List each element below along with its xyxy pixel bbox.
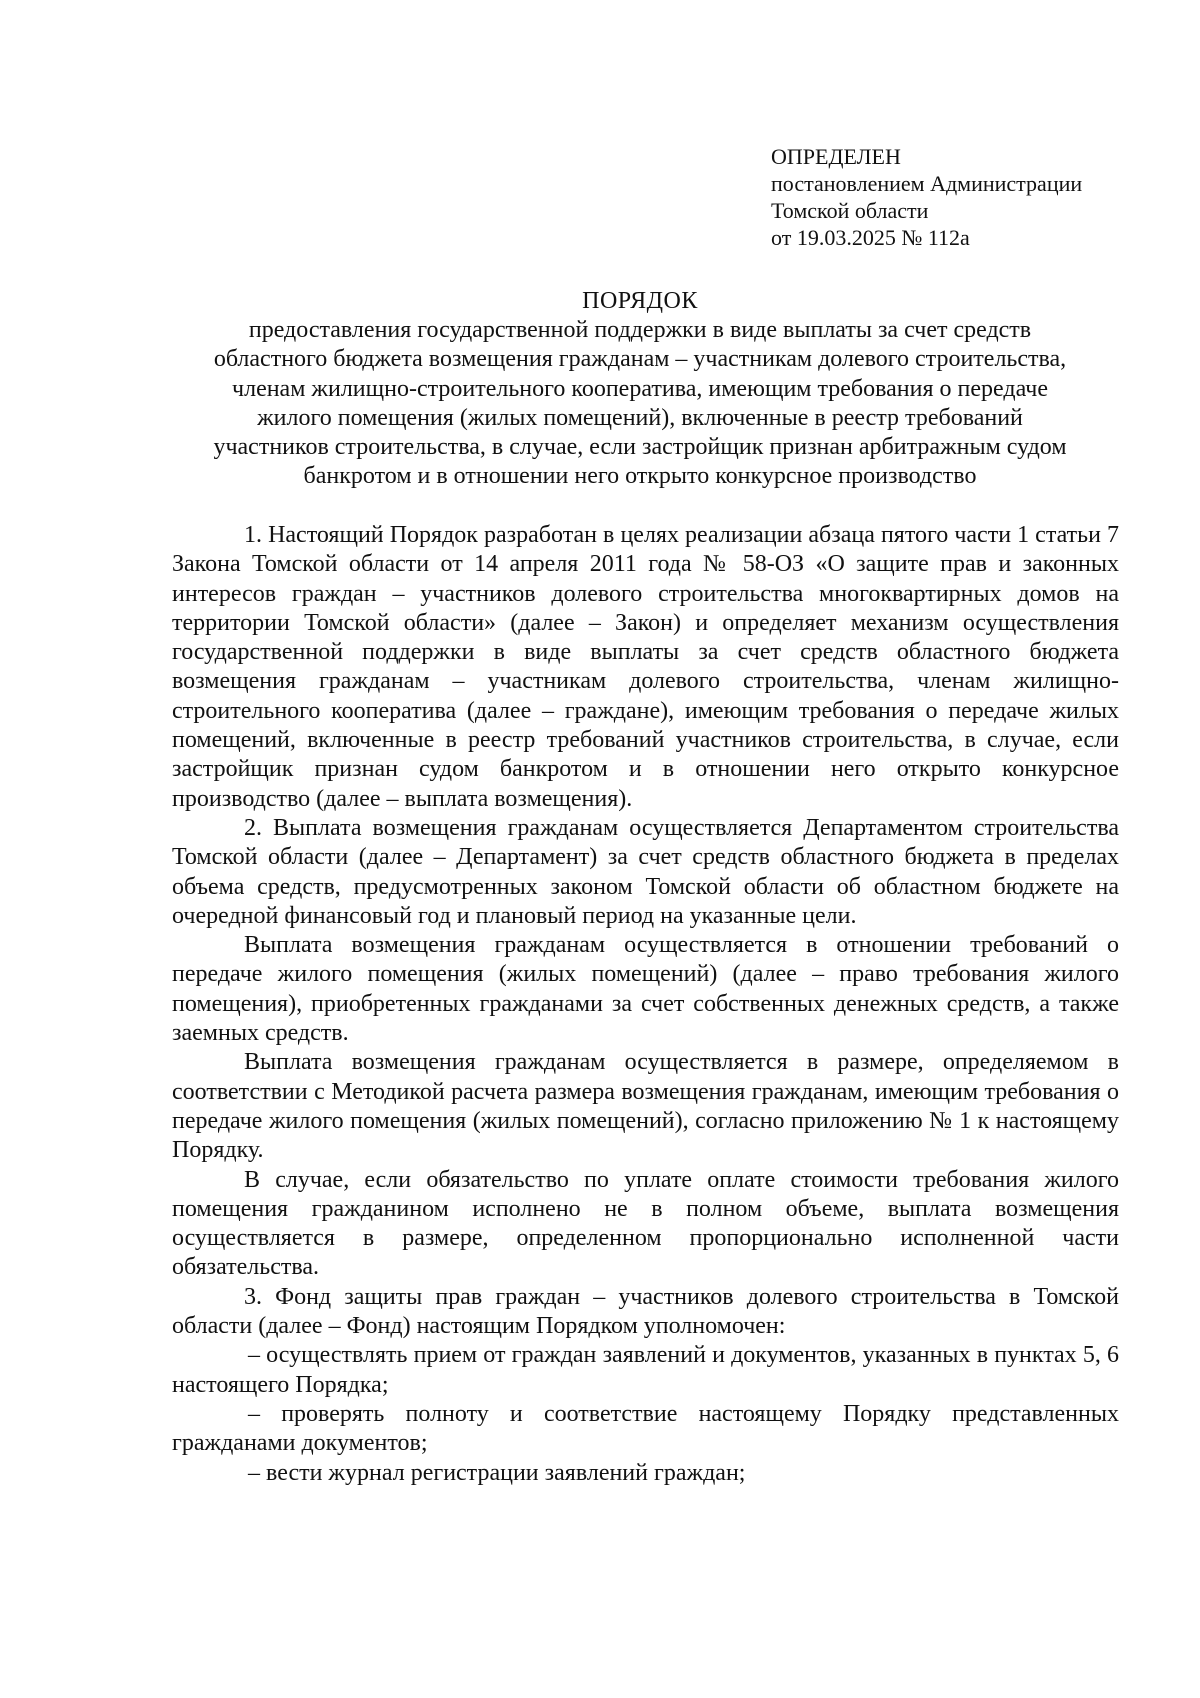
subtitle-line: жилого помещения (жилых помещений), включенные в реестр требований (257, 404, 1023, 431)
document-title: ПОРЯДОК (582, 288, 698, 314)
paragraph: 1. Настоящий Порядок разработан в целях реализации абзаца пятого части 1 статьи 7 Закона Томской области от 14 апреля 2011 года № 58-ОЗ «О защите прав и законных интересов граждан – участников долевого строительства многоквартирных домов на территории Томской области» (далее – Закон) и определяет механизм осуществления государственной поддержки в виде выплаты за счет средств областного бюджета возмещения гражданам – участникам долевого строительства, членам жилищно-строительного кооператива (далее – граждане), имеющим требования о передаче жилых помещений, включенные в реестр требований участников строительства, в случае, если застройщик признан судом банкротом и в отношении него открыто конкурсное производство (далее – выплата возмещения). (172, 522, 1119, 812)
list-item: – вести журнал регистрации заявлений граждан; (248, 1459, 746, 1486)
paragraph: 2. Выплата возмещения гражданам осуществляется Департаментом строительства Томской области (далее – Департамент) за счет средств областного бюджета в пределах объема средств, предусмотренных законом Томской области об областном бюджете на очередной финансовый год и плановый период на указанные цели. (172, 814, 1119, 929)
subtitle-line: банкротом и в отношении него открыто конкурсное производство (303, 463, 977, 490)
approval-line: постановлением Администрации (771, 171, 1083, 196)
document-body (172, 521, 1119, 1488)
paragraph: Выплата возмещения гражданам осуществляется в отношении требований о передаче жилого помещения (жилых помещений) (далее – право требования жилого помещения), приобретенных гражданами за счет собственных денежных средств, а также заемных средств. (172, 932, 1119, 1047)
approval-date: от 19.03.2025 № 112а (771, 225, 970, 250)
subtitle-line: областного бюджета возмещения гражданам – участникам долевого строительства, (213, 346, 1067, 373)
subtitle-line: предоставления государственной поддержки в виде выплаты за счет средств (248, 317, 1032, 343)
list-item: – осуществлять прием от граждан заявлений и документов, указанных в пунктах 5, 6 настоящего Порядка; (172, 1342, 1119, 1398)
approval-line: Томской области (771, 198, 929, 223)
paragraph: Выплата возмещения гражданам осуществляется в размере, определяемом в соответствии с Методикой расчета размера возмещения гражданам, имеющим требования о передаче жилого помещения (жилых помещений), согласно приложению № 1 к настоящему Порядку. (172, 1049, 1119, 1164)
document-header (160, 286, 1120, 492)
paragraph: В случае, если обязательство по уплате оплате стоимости требования жилого помещения гражданином исполнено не в полном объеме, выплата возмещения осуществляется в размере, определенном пропорционально исполненной части обязательства. (172, 1166, 1119, 1281)
subtitle-line: участников строительства, в случае, если застройщик признан арбитражным судом (213, 434, 1067, 461)
document-subtitle (160, 316, 1120, 492)
approval-heading: ОПРЕДЕЛЕН (771, 144, 901, 169)
subtitle-line: членам жилищно-строительного кооператива, имеющим требования о передаче (232, 375, 1048, 402)
list-item: – проверять полноту и соответствие настоящему Порядку представленных гражданами документов; (172, 1400, 1119, 1457)
approval-stamp (771, 143, 1131, 251)
paragraph: 3. Фонд защиты прав граждан – участников долевого строительства в Томской области (далее – Фонд) настоящим Порядком уполномочен: (172, 1283, 1119, 1340)
